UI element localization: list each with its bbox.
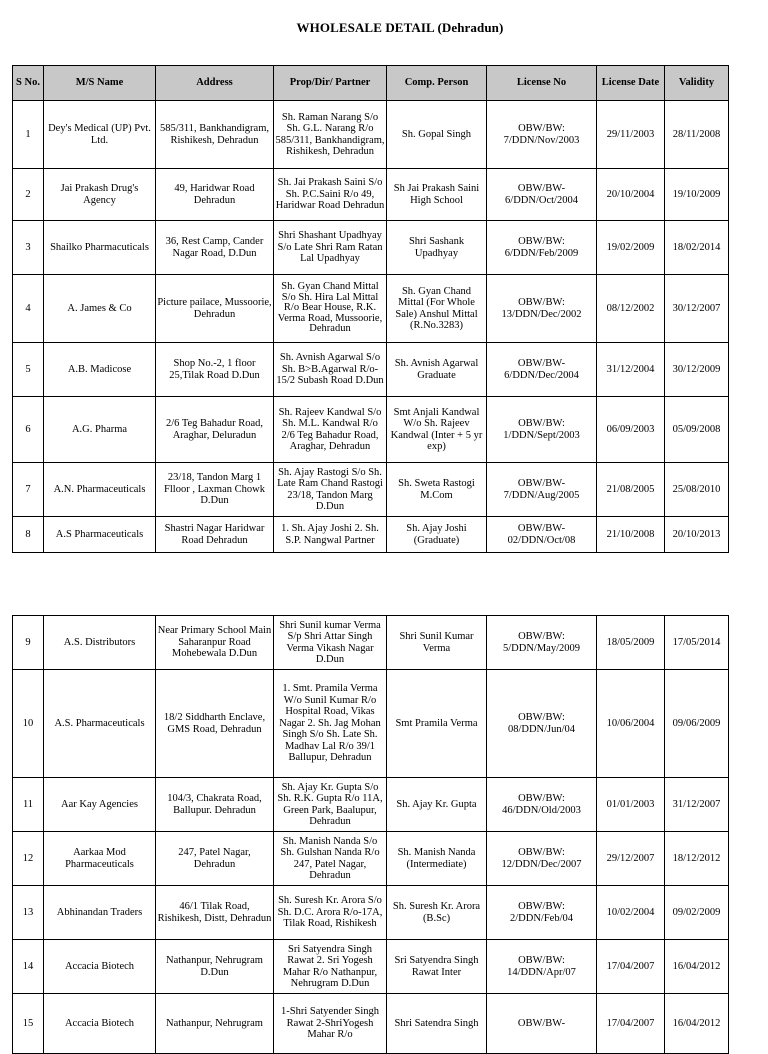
cell-prop: Sh. Avnish Agarwal S/o Sh. B>B.Agarwal R/o-15/2 Subash Road D.Dun xyxy=(274,343,387,397)
header-validity: Validity xyxy=(665,66,729,101)
cell-address: Shastri Nagar Haridwar Road Dehradun xyxy=(156,517,274,553)
page-title: WHOLESALE DETAIL (Dehradun) xyxy=(296,20,504,35)
cell-license: OBW/BW-6/DDN/Dec/2004 xyxy=(487,343,597,397)
table-row xyxy=(13,517,729,553)
cell-comp: Shri Satendra Singh xyxy=(387,994,487,1054)
cell-validity: 19/10/2009 xyxy=(665,169,729,221)
cell-address: 2/6 Teg Bahadur Road, Araghar, Deluradun xyxy=(156,397,274,463)
cell-comp: Sh. Gopal Singh xyxy=(387,101,487,169)
cell-comp: Smt Anjali Kandwal W/o Sh. Rajeev Kandwal (Inter + 5 yr exp) xyxy=(387,397,487,463)
cell-address: 247, Patel Nagar, Dehradun xyxy=(156,832,274,886)
cell-date: 18/05/2009 xyxy=(597,616,665,670)
cell-sno: 2 xyxy=(13,169,44,221)
cell-license: OBW/BW: 12/DDN/Dec/2007 xyxy=(487,832,597,886)
cell-prop: Sh. Manish Nanda S/o Sh. Gulshan Nanda R/o 247, Patel Nagar, Dehradun xyxy=(274,832,387,886)
cell-date: 10/06/2004 xyxy=(597,670,665,778)
cell-license: OBW/BW: 6/DDN/Feb/2009 xyxy=(487,221,597,275)
cell-comp: Sh. Avnish Agarwal Graduate xyxy=(387,343,487,397)
cell-sno: 13 xyxy=(13,886,44,940)
cell-prop: Sh. Ajay Rastogi S/o Sh. Late Ram Chand Rastogi 23/18, Tandon Marg D.Dun xyxy=(274,463,387,517)
cell-prop: Sh. Suresh Kr. Arora S/o Sh. D.C. Arora R/o-17A, Tilak Road, Rishikesh xyxy=(274,886,387,940)
cell-comp: Sh. Sweta Rastogi M.Com xyxy=(387,463,487,517)
cell-address: 23/18, Tandon Marg 1 Flloor , Laxman Chowk D.Dun xyxy=(156,463,274,517)
cell-name: Aar Kay Agencies xyxy=(44,778,156,832)
cell-name: A.N. Pharmaceuticals xyxy=(44,463,156,517)
cell-name: Abhinandan Traders xyxy=(44,886,156,940)
cell-date: 01/01/2003 xyxy=(597,778,665,832)
cell-name: Jai Prakash Drug's Agency xyxy=(44,169,156,221)
cell-license: OBW/BW: 7/DDN/Nov/2003 xyxy=(487,101,597,169)
table-row xyxy=(13,940,729,994)
cell-validity: 31/12/2007 xyxy=(665,778,729,832)
cell-license: OBW/BW: 14/DDN/Apr/07 xyxy=(487,940,597,994)
cell-date: 20/10/2004 xyxy=(597,169,665,221)
cell-prop: Shri Shashant Upadhyay S/o Late Shri Ram Ratan Lal Upadhyay xyxy=(274,221,387,275)
cell-prop: Sh. Ajay Kr. Gupta S/o Sh. R.K. Gupta R/o 11A, Green Park, Baalupur, Dehradun xyxy=(274,778,387,832)
cell-date: 29/12/2007 xyxy=(597,832,665,886)
header-address: Address xyxy=(156,66,274,101)
table-row xyxy=(13,463,729,517)
header-name: M/S Name xyxy=(44,66,156,101)
cell-sno: 14 xyxy=(13,940,44,994)
cell-date: 17/04/2007 xyxy=(597,940,665,994)
cell-address: 46/1 Tilak Road, Rishikesh, Distt, Dehradun xyxy=(156,886,274,940)
cell-date: 10/02/2004 xyxy=(597,886,665,940)
cell-license: OBW/BW: 5/DDN/May/2009 xyxy=(487,616,597,670)
cell-name: Aarkaa Mod Pharmaceuticals xyxy=(44,832,156,886)
cell-name: Dey's Medical (UP) Pvt. Ltd. xyxy=(44,101,156,169)
wholesale-table-part-2 xyxy=(12,615,729,1054)
cell-validity: 28/11/2008 xyxy=(665,101,729,169)
cell-comp: Smt Pramila Verma xyxy=(387,670,487,778)
cell-sno: 10 xyxy=(13,670,44,778)
cell-address: 18/2 Siddharth Enclave, GMS Road, Dehradun xyxy=(156,670,274,778)
cell-license: OBW/BW: 1/DDN/Sept/2003 xyxy=(487,397,597,463)
wholesale-table-part-1 xyxy=(12,65,729,553)
cell-name: A.S. Distributors xyxy=(44,616,156,670)
cell-sno: 5 xyxy=(13,343,44,397)
cell-license: OBW/BW: 13/DDN/Dec/2002 xyxy=(487,275,597,343)
cell-prop: Sh. Gyan Chand Mittal S/o Sh. Hira Lal Mittal R/o Bear House, R.K. Verma Road, Mussoorie, Dehradun xyxy=(274,275,387,343)
cell-license: OBW/BW-6/DDN/Oct/2004 xyxy=(487,169,597,221)
header-license-no: License No xyxy=(487,66,597,101)
cell-address: 585/311, Bankhandigram, Rishikesh, Dehradun xyxy=(156,101,274,169)
cell-license: OBW/BW: 08/DDN/Jun/04 xyxy=(487,670,597,778)
table-row xyxy=(13,832,729,886)
table-row xyxy=(13,397,729,463)
table-row xyxy=(13,778,729,832)
cell-address: Near Primary School Main Saharanpur Road Mohebewala D.Dun xyxy=(156,616,274,670)
cell-validity: 16/04/2012 xyxy=(665,994,729,1054)
cell-license: OBW/BW: 2/DDN/Feb/04 xyxy=(487,886,597,940)
cell-validity: 17/05/2014 xyxy=(665,616,729,670)
cell-sno: 1 xyxy=(13,101,44,169)
cell-prop: Sh. Jai Prakash Saini S/o Sh. P.C.Saini R/o 49, Haridwar Road Dehradun xyxy=(274,169,387,221)
cell-license: OBW/BW- xyxy=(487,994,597,1054)
cell-validity: 18/02/2014 xyxy=(665,221,729,275)
cell-name: A.S. Pharmaceuticals xyxy=(44,670,156,778)
cell-prop: Sh. Raman Narang S/o Sh. G.L. Narang R/o 585/311, Bankhandigram, Rishikesh, Dehradun xyxy=(274,101,387,169)
cell-sno: 6 xyxy=(13,397,44,463)
header-license-date: License Date xyxy=(597,66,665,101)
cell-prop: 1. Sh. Ajay Joshi 2. Sh. S.P. Nangwal Partner xyxy=(274,517,387,553)
cell-validity: 30/12/2009 xyxy=(665,343,729,397)
cell-prop: 1. Smt. Pramila Verma W/o Sunil Kumar R/o Hospital Road, Vikas Nagar 2. Sh. Jag Mohan Singh S/o Sh. Late Sh. Madhav Lal R/o 39/1 Ballupur, Dehradun xyxy=(274,670,387,778)
cell-comp: Sh. Ajay Kr. Gupta xyxy=(387,778,487,832)
cell-sno: 15 xyxy=(13,994,44,1054)
cell-date: 29/11/2003 xyxy=(597,101,665,169)
cell-date: 21/08/2005 xyxy=(597,463,665,517)
cell-address: Picture pailace, Mussoorie, Dehradun xyxy=(156,275,274,343)
cell-validity: 25/08/2010 xyxy=(665,463,729,517)
cell-name: A.G. Pharma xyxy=(44,397,156,463)
cell-validity: 20/10/2013 xyxy=(665,517,729,553)
table-row xyxy=(13,101,729,169)
cell-name: A.B. Madicose xyxy=(44,343,156,397)
table-row xyxy=(13,169,729,221)
cell-comp: Sh. Gyan Chand Mittal (For Whole Sale) Anshul Mittal (R.No.3283) xyxy=(387,275,487,343)
cell-address: 49, Haridwar Road Dehradun xyxy=(156,169,274,221)
table-row xyxy=(13,221,729,275)
cell-name: A. James & Co xyxy=(44,275,156,343)
cell-address: Nathanpur, Nehrugram xyxy=(156,994,274,1054)
cell-date: 06/09/2003 xyxy=(597,397,665,463)
cell-sno: 3 xyxy=(13,221,44,275)
cell-validity: 05/09/2008 xyxy=(665,397,729,463)
cell-comp: Sh. Manish Nanda (Intermediate) xyxy=(387,832,487,886)
cell-comp: Shri Sashank Upadhyay xyxy=(387,221,487,275)
cell-name: Shailko Pharmacuticals xyxy=(44,221,156,275)
cell-license: OBW/BW-7/DDN/Aug/2005 xyxy=(487,463,597,517)
cell-prop: Sri Satyendra Singh Rawat 2. Sri Yogesh Mahar R/o Nathanpur, Nehrugram D.Dun xyxy=(274,940,387,994)
table-row xyxy=(13,670,729,778)
cell-comp: Shri Sunil Kumar Verma xyxy=(387,616,487,670)
cell-name: A.S Pharmaceuticals xyxy=(44,517,156,553)
table-row xyxy=(13,343,729,397)
cell-address: Shop No.-2, 1 floor 25,Tilak Road D.Dun xyxy=(156,343,274,397)
cell-name: Accacia Biotech xyxy=(44,940,156,994)
cell-comp: Sh. Ajay Joshi (Graduate) xyxy=(387,517,487,553)
header-sno: S No. xyxy=(13,66,44,101)
header-prop: Prop/Dir/ Partner xyxy=(274,66,387,101)
cell-sno: 8 xyxy=(13,517,44,553)
cell-sno: 7 xyxy=(13,463,44,517)
cell-date: 08/12/2002 xyxy=(597,275,665,343)
cell-comp: Sh Jai Prakash Saini High School xyxy=(387,169,487,221)
cell-validity: 16/04/2012 xyxy=(665,940,729,994)
cell-address: 36, Rest Camp, Cander Nagar Road, D.Dun xyxy=(156,221,274,275)
cell-date: 21/10/2008 xyxy=(597,517,665,553)
cell-address: 104/3, Chakrata Road, Ballupur. Dehradun xyxy=(156,778,274,832)
cell-validity: 18/12/2012 xyxy=(665,832,729,886)
cell-address: Nathanpur, Nehrugram D.Dun xyxy=(156,940,274,994)
cell-date: 19/02/2009 xyxy=(597,221,665,275)
table-row xyxy=(13,275,729,343)
cell-comp: Sri Satyendra Singh Rawat Inter xyxy=(387,940,487,994)
cell-prop: Sh. Rajeev Kandwal S/o Sh. M.L. Kandwal R/o 2/6 Teg Bahadur Road, Araghar, Dehradun xyxy=(274,397,387,463)
header-comp-person: Comp. Person xyxy=(387,66,487,101)
cell-prop: Shri Sunil kumar Verma S/p Shri Attar Singh Verma Vikash Nagar D.Dun xyxy=(274,616,387,670)
cell-comp: Sh. Suresh Kr. Arora (B.Sc) xyxy=(387,886,487,940)
cell-name: Accacia Biotech xyxy=(44,994,156,1054)
cell-prop: 1-Shri Satyender Singh Rawat 2-ShriYogesh Mahar R/o xyxy=(274,994,387,1054)
cell-license: OBW/BW: 46/DDN/Old/2003 xyxy=(487,778,597,832)
cell-validity: 09/02/2009 xyxy=(665,886,729,940)
cell-sno: 12 xyxy=(13,832,44,886)
table-row xyxy=(13,886,729,940)
cell-validity: 09/06/2009 xyxy=(665,670,729,778)
cell-date: 17/04/2007 xyxy=(597,994,665,1054)
cell-date: 31/12/2004 xyxy=(597,343,665,397)
cell-validity: 30/12/2007 xyxy=(665,275,729,343)
table-row xyxy=(13,616,729,670)
header-row xyxy=(13,66,729,101)
cell-sno: 11 xyxy=(13,778,44,832)
cell-license: OBW/BW-02/DDN/Oct/08 xyxy=(487,517,597,553)
cell-sno: 4 xyxy=(13,275,44,343)
cell-sno: 9 xyxy=(13,616,44,670)
